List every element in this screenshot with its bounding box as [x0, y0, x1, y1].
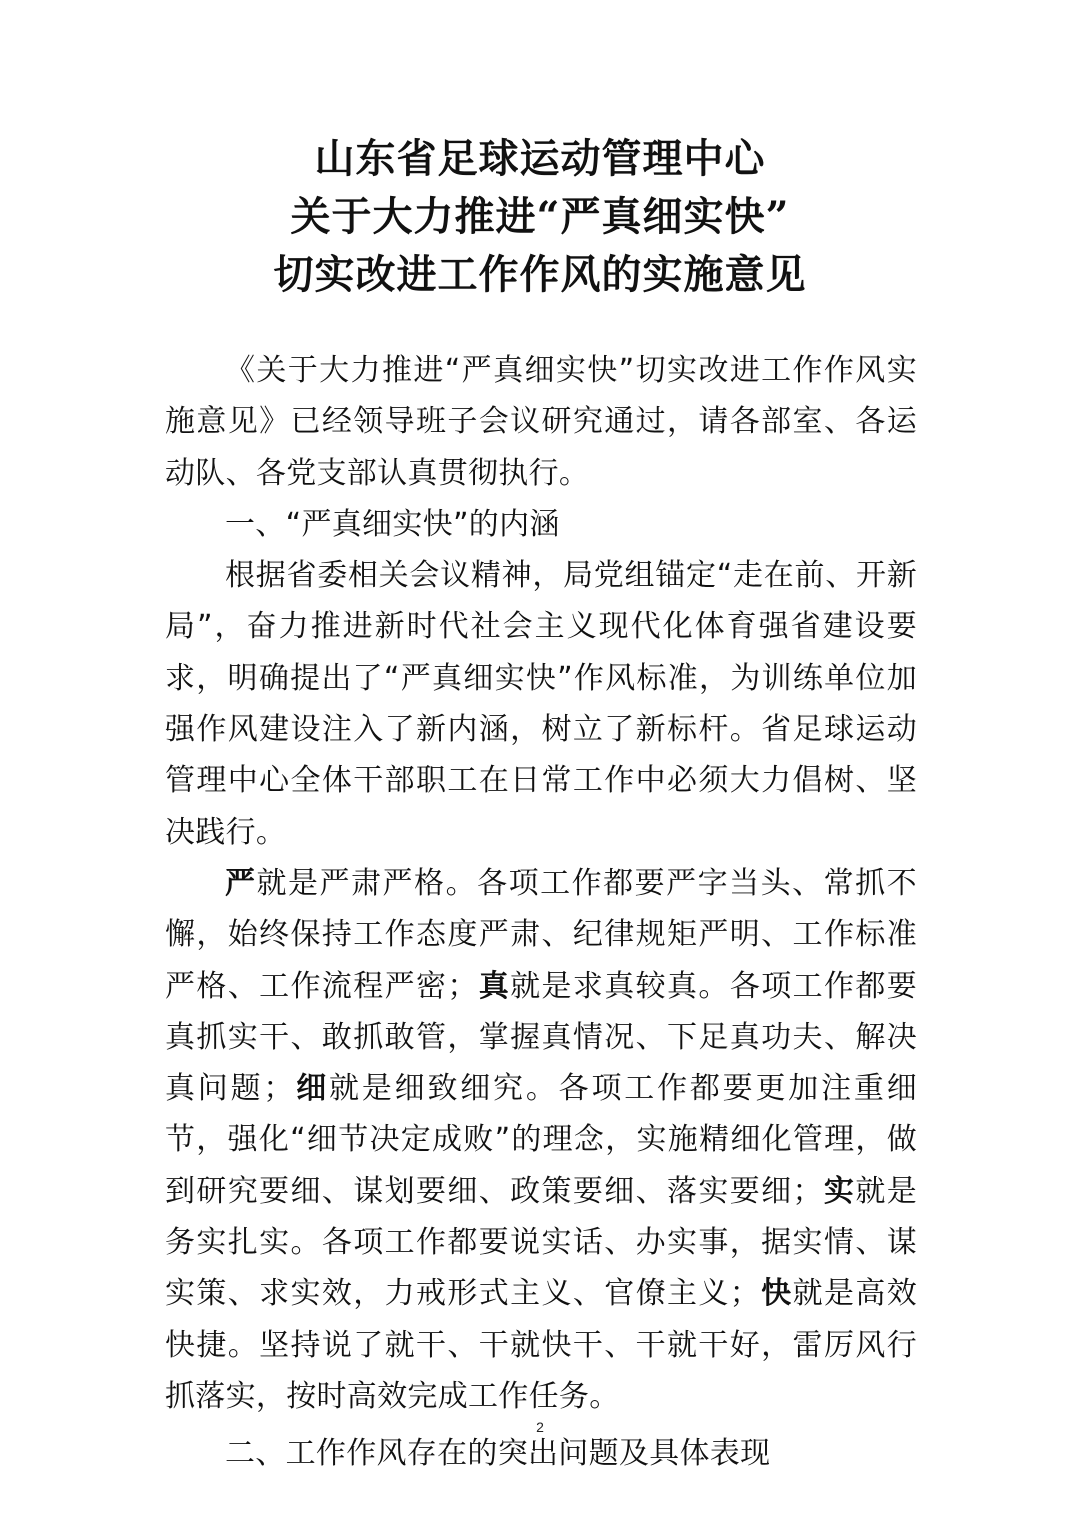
keyword-shi: 实	[822, 1173, 856, 1209]
title-line-1: 山东省足球运动管理中心	[314, 135, 766, 182]
intro-paragraph: 《关于大力推进“严真细实快”切实改进工作作风实施意见》已经领导班子会议研究通过，请各部室、各运动队、各党支部认真贯彻执行。	[165, 353, 917, 491]
keyword-xi: 细	[293, 1071, 330, 1107]
page-number: 2	[536, 1419, 544, 1435]
definition-xi: 就是细致细究。各项工作都要更加注重细节，强化“细节决定成败”的理念，实施精细化管理，做到研究要细、谋划要细、政策要细、落实要细；	[165, 1071, 917, 1209]
document-body	[165, 345, 917, 1480]
document-title	[0, 130, 1080, 304]
definition-zhen: 就是求真较真。各项工作都要真抓实干、敢抓敢管，掌握真情况、下足真功夫、解决真问题；	[165, 968, 918, 1107]
section-1-paragraph: 根据省委相关会议精神，局党组锚定“走在前、开新局”，奋力推进新时代社会主义现代化体育强省建设要求，明确提出了“严真细实快”作风标准，为训练单位加强作风建设注入了新内涵，树立了新标杆。省足球运动管理中心全体干部职工在日常工作中必须大力倡树、坚决践行。	[165, 558, 917, 850]
definition-yan: 就是严肃严格。各项工作都要严字当头、常抓不懈，始终保持工作态度严肃、纪律规矩严明、工作标准严格、工作流程严密；	[165, 865, 917, 1004]
title-line-2: 关于大力推进“严真细实快”	[290, 193, 790, 240]
keyword-yan: 严	[225, 865, 257, 901]
title-line-3: 切实改进工作作风的实施意见	[273, 251, 807, 298]
definition-shi: 就是务实扎实。各项工作都要说实话、办实事，据实情、谋实策、求实效，力戒形式主义、官僚主义；	[165, 1173, 917, 1312]
definition-kuai: 就是高效快捷。坚持说了就干、干就快干、干就干好，雷厉风行抓落实，按时高效完成工作任务。	[165, 1276, 917, 1414]
keyword-kuai: 快	[760, 1276, 793, 1312]
section-1-heading: 一、“严真细实快”的内涵	[225, 506, 560, 542]
definitions-paragraph	[165, 858, 917, 1422]
keyword-zhen: 真	[477, 968, 511, 1004]
section-2-heading: 二、工作作风存在的突出问题及具体表现	[225, 1436, 771, 1472]
